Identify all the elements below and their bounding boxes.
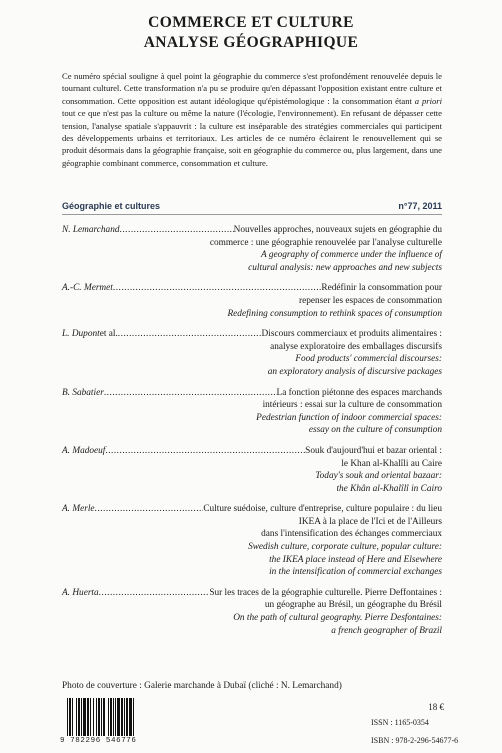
entry-title-line: Sur les traces de la géographie culturelle. Pierre Deffontaines : bbox=[209, 587, 442, 598]
section-bar bbox=[62, 200, 442, 215]
entry-author: B. Sabatier bbox=[62, 387, 104, 398]
entry-english-title: the Khân al-Khalîlî in Cairo bbox=[336, 483, 442, 494]
leader-dots bbox=[95, 503, 204, 516]
page-title: COMMERCE ET CULTURE bbox=[148, 14, 354, 31]
barcode-bar bbox=[83, 698, 86, 736]
barcode-bars bbox=[67, 698, 177, 736]
entry-author: A. Merle bbox=[62, 504, 95, 515]
leader-dots bbox=[104, 387, 277, 400]
list-item bbox=[62, 587, 442, 637]
barcode-bar bbox=[117, 698, 120, 736]
price: 18 € bbox=[428, 702, 444, 712]
entry-title-line: Redéfinir la consommation pour bbox=[321, 283, 442, 294]
barcode-bar bbox=[87, 698, 89, 736]
list-item bbox=[62, 445, 442, 495]
entry-english-title: essay on the culture of consumption bbox=[308, 425, 442, 436]
entry-english-title: the IKEA place instead of Here and Elsewhere bbox=[269, 554, 442, 565]
entry-title-line: La fonction piétonne des espaces marchands bbox=[276, 387, 442, 398]
barcode-bar bbox=[96, 698, 97, 736]
entry-author: A. Madoeuf bbox=[62, 445, 106, 456]
entry-author: A. Huerta bbox=[62, 587, 99, 598]
entry-author: A.-C. Mermet bbox=[62, 283, 113, 294]
entry-english-title: Pedestrian function of indoor commercial spaces: bbox=[256, 412, 442, 423]
entry-english-title: a french geographer of Brazil bbox=[331, 625, 442, 636]
entry-title-line: Souk d'aujourd'hui et bazar oriental : bbox=[305, 445, 442, 456]
entry-title-line: Discours commerciaux et produits alimentaires : bbox=[261, 329, 442, 340]
barcode-bar bbox=[133, 698, 134, 736]
entry-title-line: Culture suédoise, culture d'entreprise, culture populaire : du lieu bbox=[203, 504, 442, 515]
barcode-bar bbox=[113, 698, 114, 736]
entry-english-title: cultural analysis: new approaches and new subjects bbox=[248, 262, 442, 273]
intro-paragraph: Ce numéro spécial souligne à quel point la géographie du commerce s'est profondément renouvelée depuis le tournant culturel. Cette transformation n'a pu se produire qu'en dépassant l'opposition existant entre culture et consommation. Cette opposition est autant idéologique qu'épistémologique : la consommation étant a priori tout ce que n'est pas la culture ou même la nature (l'écologie, l'environnement). En refusant de dépasser cette tension, l'analyse spatiale s'appauvrit : la culture est inséparable des stratégies commerciales qui participent des développements urbains et territoriaux. Les articles de ce numéro éclairent le renouvellement qui se produit désormais dans la géographie française, soit en géographie du commerce ou, plus largement, dans une géographie combinant commerce, consommation et culture. bbox=[62, 71, 442, 168]
barcode-bar bbox=[78, 698, 80, 736]
entry-english-title: Redefining consumption to rethink spaces of consumption bbox=[227, 308, 442, 319]
leader-dots bbox=[113, 282, 322, 295]
barcode-bar bbox=[81, 698, 82, 736]
table-of-contents bbox=[62, 224, 442, 645]
entry-first-line bbox=[62, 387, 442, 400]
entry-first-line bbox=[62, 224, 442, 237]
barcode-bar bbox=[101, 698, 102, 736]
issue-number: n°77, 2011 bbox=[398, 201, 442, 211]
barcode-bar bbox=[90, 698, 91, 736]
list-item bbox=[62, 387, 442, 437]
leader-dots bbox=[105, 445, 305, 458]
entry-english-title: Swedish culture, corporate culture, popular culture: bbox=[248, 542, 442, 553]
entry-first-line bbox=[62, 445, 442, 458]
entry-title-line: repenser les espaces de consommation bbox=[298, 295, 442, 306]
barcode-bar bbox=[110, 698, 112, 736]
issn: ISSN : 1165-0354 bbox=[371, 718, 429, 727]
page-subtitle: ANALYSE GÉOGRAPHIQUE bbox=[143, 34, 359, 51]
entry-first-line bbox=[62, 328, 442, 341]
list-item bbox=[62, 503, 442, 579]
entry-english-title: in the intensification of commercial exchanges bbox=[269, 567, 442, 578]
entry-title-line: Nouvelles approches, nouveaux sujets en géographie du bbox=[233, 225, 442, 235]
entry-author: N. Lemarchand bbox=[62, 225, 120, 235]
barcode-number: 9 782296 546776 bbox=[60, 737, 137, 745]
barcode-bar bbox=[93, 698, 94, 736]
entry-english-title: an exploratory analysis of discursive packages bbox=[267, 366, 442, 377]
entry-author: L. Dupont bbox=[62, 329, 100, 340]
leader-dots bbox=[118, 328, 262, 341]
barcode-bar bbox=[121, 698, 123, 736]
photo-credit: Photo de couverture : Galerie marchande à Dubaï (cliché : N. Lemarchand) bbox=[62, 681, 342, 691]
entry-title-line: le Khan al-Khalîli au Caire bbox=[341, 458, 442, 469]
barcode-bar bbox=[72, 698, 73, 736]
entry-title-line: intérieurs : essai sur la culture de consommation bbox=[262, 400, 442, 411]
entry-title-line: un géographe au Brésil, un géographe du Brésil bbox=[264, 600, 442, 611]
leader-dots bbox=[120, 224, 234, 237]
entry-title-line: commerce : une géographie renouvelée par l'analyse culturelle bbox=[209, 237, 442, 248]
entry-first-line bbox=[62, 282, 442, 295]
isbn: ISBN : 978-2-296-54677-6 bbox=[371, 736, 459, 745]
barcode-bar bbox=[124, 698, 125, 736]
entry-title-line: IKEA à la place de l'Ici et de l'Ailleurs bbox=[298, 516, 442, 527]
entry-english-title: Today's souk and oriental bazaar: bbox=[315, 471, 442, 482]
barcode-bar bbox=[129, 698, 132, 736]
barcode-bar bbox=[69, 698, 71, 736]
barcode-bar bbox=[115, 698, 116, 736]
barcode-bar bbox=[67, 698, 68, 736]
entry-english-title: Food products' commercial discourses: bbox=[295, 354, 442, 365]
entry-english-title: On the path of cultural geography. Pierre Desfontaines: bbox=[233, 613, 442, 624]
entry-title-line: dans l'intensification des échanges commerciaux bbox=[261, 529, 442, 540]
section-name: Géographie et cultures bbox=[62, 201, 161, 211]
list-item bbox=[62, 282, 442, 320]
entry-first-line bbox=[62, 503, 442, 516]
entry-first-line bbox=[62, 587, 442, 600]
list-item bbox=[62, 224, 442, 274]
leader-dots bbox=[99, 587, 210, 600]
entry-english-title: A geography of commerce under the influence of bbox=[261, 250, 442, 261]
barcode-bar bbox=[108, 698, 109, 736]
barcode-bar bbox=[126, 698, 128, 736]
entry-author-suffix: et al. bbox=[99, 329, 118, 340]
list-item bbox=[62, 328, 442, 378]
barcode bbox=[60, 698, 182, 746]
barcode-bar bbox=[98, 698, 100, 736]
entry-title-line: analyse exploratoire des emballages discursifs bbox=[270, 341, 442, 352]
barcode-bar bbox=[103, 698, 105, 736]
barcode-bar bbox=[76, 698, 77, 736]
